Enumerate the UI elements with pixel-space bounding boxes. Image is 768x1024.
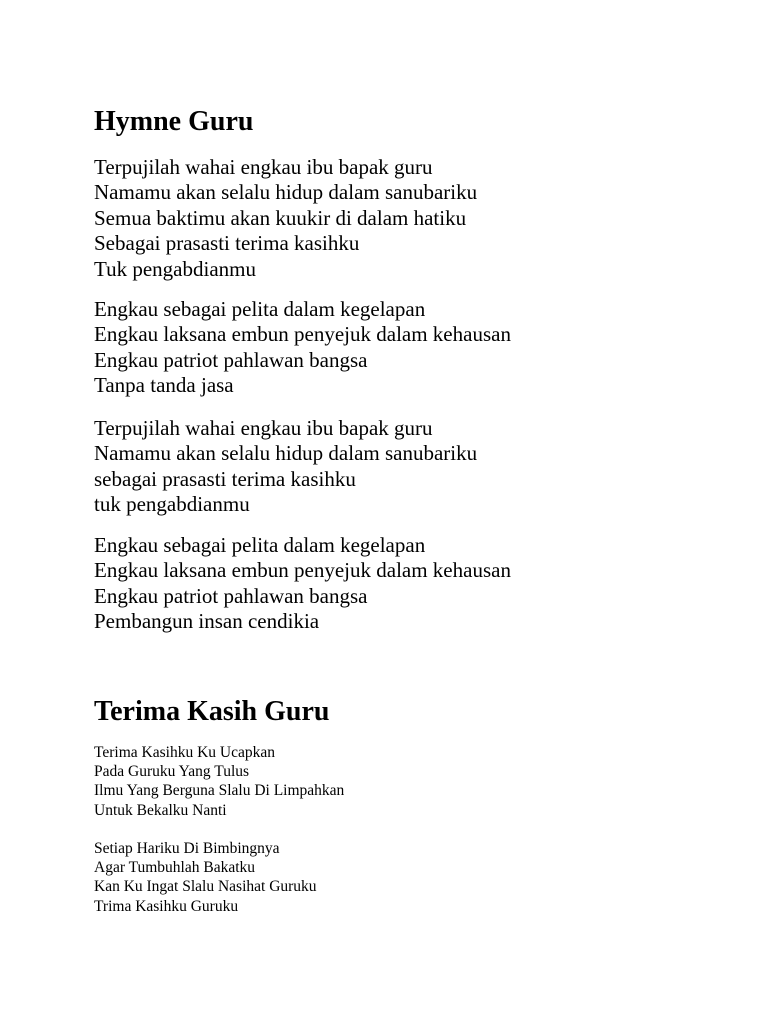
- lyric-line: Engkau patriot pahlawan bangsa: [94, 347, 368, 372]
- lyric-line: Namamu akan selalu hidup dalam sanubariku: [94, 441, 478, 466]
- lyric-line: Terima Kasihku Ku Ucapkan: [94, 744, 275, 761]
- lyric-line: Trima Kasihku Guruku: [94, 897, 239, 915]
- hymne-guru-stanza-4: [94, 533, 511, 635]
- lyric-line: Engkau laksana embun penyejuk dalam kehausan: [94, 322, 511, 347]
- lyric-line: Namamu akan selalu hidup dalam sanubariku: [94, 180, 478, 205]
- lyric-line: Tanpa tanda jasa: [94, 373, 234, 398]
- hymne-guru-stanza-1: [94, 155, 477, 282]
- hymne-guru-stanza-2: [94, 297, 511, 399]
- lyric-line: tuk pengabdianmu: [94, 492, 250, 517]
- lyric-line: Terpujilah wahai engkau ibu bapak guru: [94, 155, 433, 179]
- terima-kasih-guru-stanza-2: [94, 839, 317, 916]
- lyric-line: Untuk Bekalku Nanti: [94, 801, 227, 819]
- terima-kasih-guru-stanza-1: [94, 743, 344, 820]
- lyric-line: Sebagai prasasti terima kasihku: [94, 231, 360, 256]
- lyric-line: Engkau sebagai pelita dalam kegelapan: [94, 297, 426, 321]
- lyric-line: Engkau patriot pahlawan bangsa: [94, 583, 368, 608]
- lyric-line: sebagai prasasti terima kasihku: [94, 466, 356, 491]
- lyric-line: Terpujilah wahai engkau ibu bapak guru: [94, 416, 433, 440]
- lyric-line: Pada Guruku Yang Tulus: [94, 763, 250, 781]
- song-title-terima-kasih-guru: Terima Kasih Guru: [94, 696, 330, 727]
- lyric-line: Engkau laksana embun penyejuk dalam kehausan: [94, 558, 511, 583]
- lyric-line: Ilmu Yang Berguna Slalu Di Limpahkan: [94, 782, 345, 800]
- lyric-line: Agar Tumbuhlah Bakatku: [94, 859, 256, 877]
- song-title-hymne-guru: Hymne Guru: [94, 106, 254, 137]
- lyric-line: Semua baktimu akan kuukir di dalam hatiku: [94, 205, 467, 230]
- lyric-line: Pembangun insan cendikia: [94, 609, 320, 634]
- lyric-line: Engkau sebagai pelita dalam kegelapan: [94, 533, 426, 557]
- lyric-line: Kan Ku Ingat Slalu Nasihat Guruku: [94, 878, 317, 896]
- lyric-line: Setiap Hariku Di Bimbingnya: [94, 840, 280, 857]
- lyric-line: Tuk pengabdianmu: [94, 256, 256, 281]
- hymne-guru-stanza-3: [94, 416, 477, 518]
